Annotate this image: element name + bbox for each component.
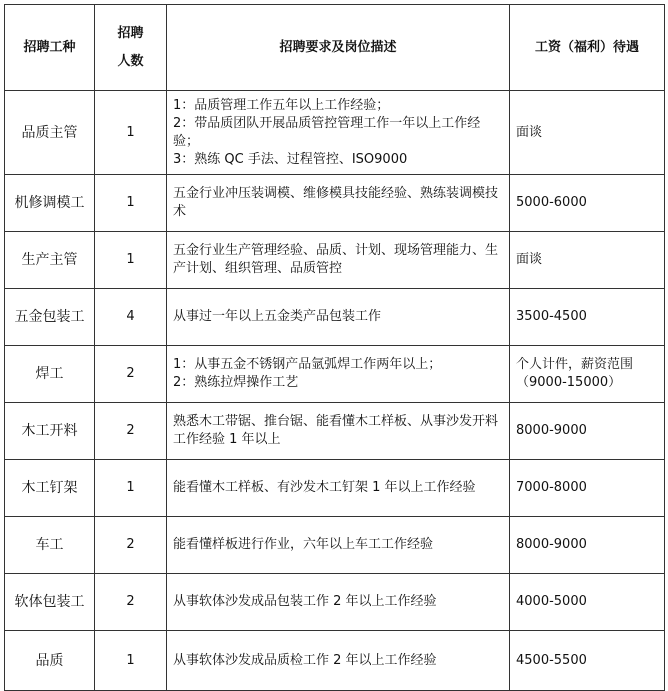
- requirements-cell: [167, 574, 510, 631]
- header-desc: 招聘要求及岗位描述: [167, 5, 510, 91]
- table-row: [5, 346, 665, 403]
- requirement-line: 2：熟练拉焊操作工艺: [173, 375, 299, 390]
- headcount-cell: 1: [95, 460, 167, 517]
- recruitment-table: [4, 4, 665, 691]
- headcount-cell: 2: [95, 346, 167, 403]
- requirements-cell: [167, 175, 510, 232]
- salary-cell: 3500-4500: [510, 289, 665, 346]
- headcount-cell: 1: [95, 232, 167, 289]
- job-title-cell: 品质: [5, 631, 95, 691]
- job-title-cell: 机修调模工: [5, 175, 95, 232]
- requirement-line: 五金行业生产管理经验、品质、计划、现场管理能力、生产计划、组织管理、品质管控: [173, 243, 499, 276]
- job-title-cell: 生产主管: [5, 232, 95, 289]
- job-title-cell: 品质主管: [5, 91, 95, 175]
- job-title-cell: 焊工: [5, 346, 95, 403]
- salary-cell: 5000-6000: [510, 175, 665, 232]
- job-title-cell: 木工钉架: [5, 460, 95, 517]
- header-pay: 工资（福利）待遇: [510, 5, 665, 91]
- header-row: [5, 5, 665, 91]
- requirements-cell: [167, 460, 510, 517]
- salary-cell: 4500-5500: [510, 631, 665, 691]
- salary-cell: 面谈: [510, 232, 665, 289]
- salary-cell: 4000-5000: [510, 574, 665, 631]
- requirements-cell: [167, 232, 510, 289]
- requirements-cell: [167, 403, 510, 460]
- requirement-line: 能看懂样板进行作业，六年以上车工工作经验: [173, 537, 434, 552]
- requirement-line: 1：从事五金不锈钢产品氩弧焊工作两年以上；: [173, 357, 442, 372]
- salary-cell: 8000-9000: [510, 517, 665, 574]
- table-row: [5, 574, 665, 631]
- job-title-cell: 木工开料: [5, 403, 95, 460]
- table-row: [5, 403, 665, 460]
- requirements-cell: [167, 517, 510, 574]
- requirement-line: 熟悉木工带锯、推台锯、能看懂木工样板、从事沙发开料工作经验 1 年以上: [173, 414, 499, 447]
- requirement-line: 从事软体沙发成品质检工作 2 年以上工作经验: [173, 652, 437, 668]
- table-row: [5, 232, 665, 289]
- headcount-cell: 2: [95, 517, 167, 574]
- table-row: [5, 517, 665, 574]
- header-count-line1: 招聘: [117, 25, 144, 41]
- header-count: [95, 5, 167, 91]
- headcount-cell: 2: [95, 574, 167, 631]
- table-row: [5, 631, 665, 691]
- job-title-cell: 车工: [5, 517, 95, 574]
- salary-cell: 7000-8000: [510, 460, 665, 517]
- headcount-cell: 1: [95, 631, 167, 691]
- requirement-line: 1：品质管理工作五年以上工作经验；: [173, 97, 390, 113]
- requirement-line: 从事过一年以上五金类产品包装工作: [173, 309, 382, 324]
- table-body: [5, 91, 665, 691]
- headcount-cell: 4: [95, 289, 167, 346]
- requirements-cell: [167, 91, 510, 175]
- headcount-cell: 1: [95, 91, 167, 175]
- header-name: 招聘工种: [5, 5, 95, 91]
- requirements-cell: [167, 631, 510, 691]
- requirements-cell: [167, 289, 510, 346]
- requirement-line: 能看懂木工样板、有沙发木工钉架 1 年以上工作经验: [173, 480, 476, 495]
- header-count-line2: 人数: [117, 53, 144, 69]
- requirement-line: 从事软体沙发成品包装工作 2 年以上工作经验: [173, 594, 437, 609]
- requirements-cell: [167, 346, 510, 403]
- salary-cell: 面谈: [510, 91, 665, 175]
- table-row: [5, 175, 665, 232]
- salary-cell: 个人计件，薪资范围（9000-15000）: [510, 346, 665, 403]
- table-row: [5, 91, 665, 175]
- job-title-cell: 软体包装工: [5, 574, 95, 631]
- table-row: [5, 460, 665, 517]
- requirement-line: 3：熟练 QC 手法、过程管控、ISO9000: [173, 151, 408, 167]
- salary-cell: 8000-9000: [510, 403, 665, 460]
- headcount-cell: 2: [95, 403, 167, 460]
- table-row: [5, 289, 665, 346]
- job-title-cell: 五金包装工: [5, 289, 95, 346]
- requirement-line: 五金行业冲压装调模、维修模具技能经验、熟练装调模技术: [173, 186, 499, 219]
- requirement-line: 2：带品质团队开展品质管控管理工作一年以上工作经验；: [173, 115, 481, 149]
- headcount-cell: 1: [95, 175, 167, 232]
